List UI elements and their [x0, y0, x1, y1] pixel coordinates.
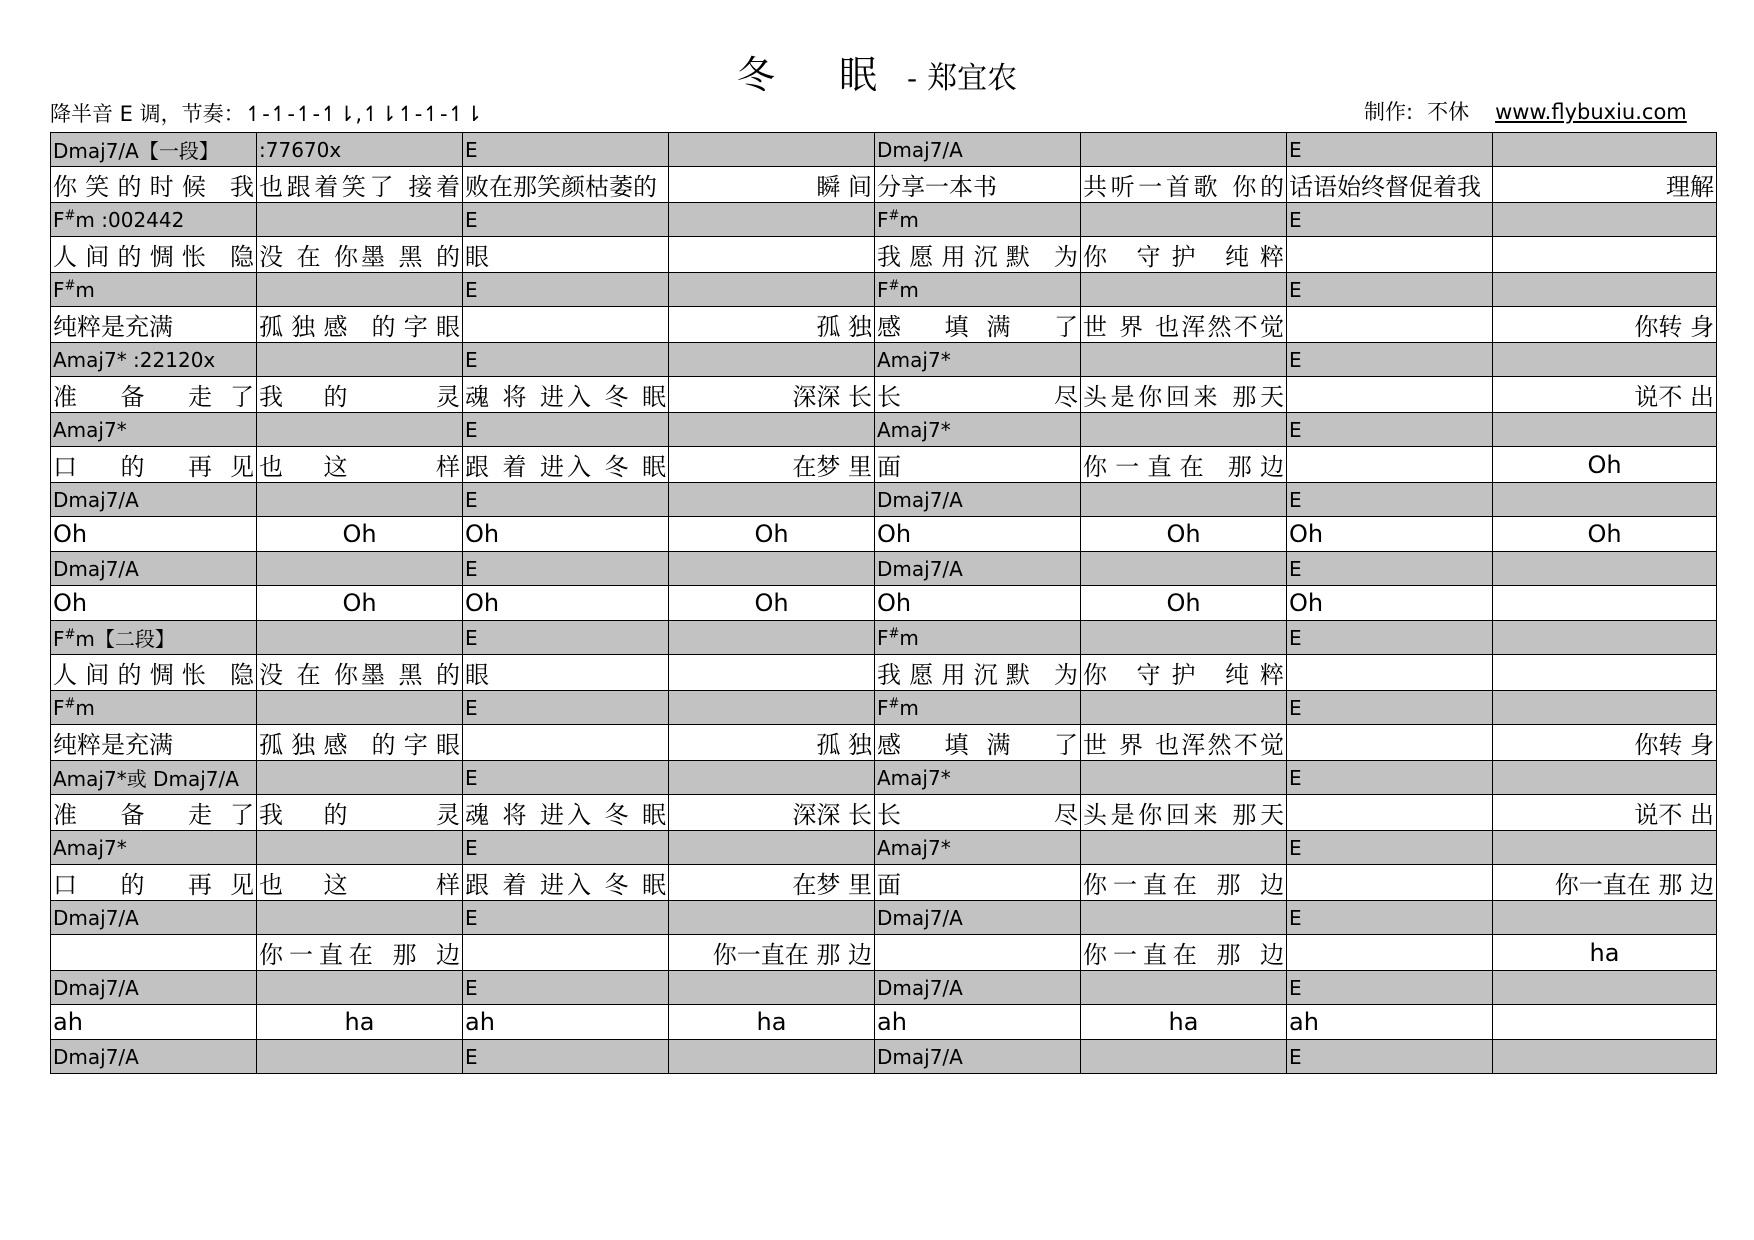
- lyric-cell: 共听一首歌 你的: [1081, 167, 1287, 203]
- chord-cell: [1493, 901, 1717, 935]
- chord-cell: [1493, 413, 1717, 447]
- chord-cell: Amaj7*: [875, 831, 1081, 865]
- lyric-row: [51, 1005, 1717, 1040]
- lyric-cell: 纯粹是充满: [51, 307, 257, 343]
- lyric-cell: 孤独感 的字眼: [257, 725, 463, 761]
- lyric-cell: 孤 独: [669, 307, 875, 343]
- lyric-cell: [1287, 655, 1493, 691]
- chord-row: [51, 1040, 1717, 1074]
- chord-row: [51, 761, 1717, 795]
- lyric-cell: 准 备 走了: [51, 795, 257, 831]
- lyric-cell: [669, 237, 875, 273]
- lyric-row: [51, 725, 1717, 761]
- lyric-cell: 没 在 你墨 黑 的: [257, 237, 463, 273]
- chord-cell: Amaj7*: [875, 413, 1081, 447]
- lyric-cell: 感 填满 了: [875, 307, 1081, 343]
- lyric-cell: 话语始终督促着我: [1287, 167, 1493, 203]
- chord-cell: E: [463, 203, 669, 237]
- lyric-cell: 头是你回来 那天: [1081, 795, 1287, 831]
- credit-label: 制作:: [1364, 100, 1414, 124]
- lyric-cell: [1493, 237, 1717, 273]
- title-separator: -: [906, 62, 918, 95]
- chord-cell: E: [463, 761, 669, 795]
- song-title-line: [0, 44, 1754, 99]
- chord-cell: E: [1287, 552, 1493, 586]
- lyric-cell: Oh: [1493, 447, 1717, 483]
- chord-cell: [257, 203, 463, 237]
- chord-cell: Dmaj7/A: [51, 901, 257, 935]
- lyric-cell: Oh: [51, 517, 257, 552]
- chord-cell: [1493, 552, 1717, 586]
- lyric-cell: 人间的惆怅 隐: [51, 655, 257, 691]
- lyric-cell: 也这 样: [257, 447, 463, 483]
- chord-cell: Dmaj7/A: [875, 971, 1081, 1005]
- lyric-cell: 说不 出: [1493, 377, 1717, 413]
- lyric-cell: ah: [1287, 1005, 1493, 1040]
- lyric-cell: ah: [875, 1005, 1081, 1040]
- lyric-cell: 也跟着笑了 接着: [257, 167, 463, 203]
- lyric-cell: 长 尽: [875, 377, 1081, 413]
- chord-cell: [669, 621, 875, 655]
- chord-row: [51, 971, 1717, 1005]
- lyric-row: [51, 447, 1717, 483]
- chord-cell: E: [1287, 413, 1493, 447]
- lyric-cell: [463, 307, 669, 343]
- lyric-cell: 你一直在 那 边: [1081, 935, 1287, 971]
- lyric-cell: Oh: [669, 586, 875, 621]
- lyric-cell: Oh: [1081, 586, 1287, 621]
- chord-cell: [1081, 273, 1287, 307]
- website-link[interactable]: www.flybuxiu.com: [1495, 100, 1687, 124]
- chord-cell: E: [463, 343, 669, 377]
- chord-cell: [669, 552, 875, 586]
- lyric-cell: 魂 将 进入 冬 眠: [463, 795, 669, 831]
- chord-row: [51, 621, 1717, 655]
- lyric-cell: [463, 725, 669, 761]
- lyric-cell: Oh: [257, 517, 463, 552]
- lyric-cell: 我的 灵: [257, 377, 463, 413]
- chord-cell: [1493, 831, 1717, 865]
- chord-cell: [1493, 621, 1717, 655]
- song-title: 冬 眠: [736, 53, 903, 97]
- lyric-cell: Oh: [669, 517, 875, 552]
- lyric-cell: Oh: [463, 586, 669, 621]
- credits: [1364, 96, 1687, 126]
- chord-cell: [1081, 621, 1287, 655]
- chord-sheet-table: [50, 132, 1717, 1074]
- lyric-cell: 感 填满 了: [875, 725, 1081, 761]
- lyric-cell: 口 的 再见: [51, 865, 257, 901]
- chord-cell: F#m :002442: [51, 203, 257, 237]
- lyric-cell: ha: [257, 1005, 463, 1040]
- chord-cell: [1081, 1040, 1287, 1074]
- lyric-cell: Oh: [51, 586, 257, 621]
- chord-row: [51, 831, 1717, 865]
- lyric-cell: Oh: [875, 517, 1081, 552]
- chord-cell: Amaj7*: [51, 831, 257, 865]
- lyric-row: [51, 517, 1717, 552]
- chord-cell: E: [1287, 1040, 1493, 1074]
- chord-cell: Amaj7*: [875, 343, 1081, 377]
- chord-cell: [1493, 203, 1717, 237]
- lyric-cell: 我的 灵: [257, 795, 463, 831]
- chord-cell: [1493, 1040, 1717, 1074]
- chord-cell: Amaj7*或 Dmaj7/A: [51, 761, 257, 795]
- lyric-cell: 面: [875, 447, 1081, 483]
- lyric-cell: 头是你回来 那天: [1081, 377, 1287, 413]
- chord-cell: Dmaj7/A: [875, 483, 1081, 517]
- chord-cell: E: [463, 273, 669, 307]
- lyric-cell: 你一直在 那 边: [1081, 865, 1287, 901]
- chord-cell: [669, 761, 875, 795]
- lyric-cell: 眼: [463, 655, 669, 691]
- chord-cell: [669, 343, 875, 377]
- chord-cell: :77670x: [257, 133, 463, 167]
- chord-cell: [1081, 552, 1287, 586]
- chord-cell: F#m: [875, 691, 1081, 725]
- chord-cell: [257, 971, 463, 1005]
- chord-cell: [1493, 273, 1717, 307]
- chord-cell: [1493, 483, 1717, 517]
- chord-cell: [1081, 343, 1287, 377]
- lyric-cell: Oh: [1287, 586, 1493, 621]
- chord-cell: [257, 273, 463, 307]
- chord-cell: F#m: [51, 273, 257, 307]
- chord-cell: [669, 831, 875, 865]
- lyric-row: [51, 237, 1717, 273]
- lyric-cell: 也这 样: [257, 865, 463, 901]
- chord-cell: [1081, 831, 1287, 865]
- chord-row: [51, 552, 1717, 586]
- lyric-cell: [1287, 447, 1493, 483]
- lyric-cell: [1493, 1005, 1717, 1040]
- lyric-cell: 分享一本书: [875, 167, 1081, 203]
- chord-cell: E: [463, 621, 669, 655]
- chord-cell: E: [463, 901, 669, 935]
- lyric-cell: [463, 935, 669, 971]
- lyric-cell: ah: [51, 1005, 257, 1040]
- lyric-cell: 你一直在 那边: [1081, 447, 1287, 483]
- lyric-cell: ha: [1081, 1005, 1287, 1040]
- key-rhythm-info: 降半音 E 调，节奏：↿-↿-↿-↿⇂,↿⇂↿-↿-↿⇂: [50, 102, 483, 126]
- chord-cell: [1493, 691, 1717, 725]
- lyric-cell: 你一直在 那 边: [669, 935, 875, 971]
- chord-row: [51, 483, 1717, 517]
- lyric-cell: [1287, 725, 1493, 761]
- chord-row: [51, 203, 1717, 237]
- chord-cell: Dmaj7/A【一段】: [51, 133, 257, 167]
- artist-name: 郑宜农: [927, 61, 1018, 96]
- lyric-cell: ha: [1493, 935, 1717, 971]
- lyric-cell: 世 界 也浑然不觉: [1081, 725, 1287, 761]
- chord-cell: [1081, 203, 1287, 237]
- chord-cell: [669, 273, 875, 307]
- chord-cell: [257, 552, 463, 586]
- chord-row: [51, 133, 1717, 167]
- chord-cell: [257, 761, 463, 795]
- chord-cell: E: [1287, 273, 1493, 307]
- chord-cell: [669, 971, 875, 1005]
- chord-cell: [257, 691, 463, 725]
- lyric-cell: [1287, 935, 1493, 971]
- chord-cell: Dmaj7/A: [51, 552, 257, 586]
- lyric-cell: Oh: [1081, 517, 1287, 552]
- chord-cell: E: [463, 133, 669, 167]
- chord-cell: Dmaj7/A: [875, 1040, 1081, 1074]
- chord-cell: Amaj7*: [51, 413, 257, 447]
- chord-cell: [1493, 133, 1717, 167]
- chord-cell: E: [1287, 831, 1493, 865]
- chord-cell: [669, 413, 875, 447]
- chord-cell: [257, 901, 463, 935]
- lyric-cell: [1287, 307, 1493, 343]
- lyric-cell: ah: [463, 1005, 669, 1040]
- chord-cell: [1081, 483, 1287, 517]
- chord-cell: Amaj7* :22120x: [51, 343, 257, 377]
- lyric-cell: 准 备 走了: [51, 377, 257, 413]
- lyric-cell: 瞬 间: [669, 167, 875, 203]
- lyric-cell: 口 的 再见: [51, 447, 257, 483]
- lyric-cell: 没 在 你墨 黑 的: [257, 655, 463, 691]
- lyric-cell: Oh: [875, 586, 1081, 621]
- lyric-cell: 深深 长: [669, 377, 875, 413]
- lyric-row: [51, 167, 1717, 203]
- chord-cell: [257, 483, 463, 517]
- lyric-cell: 你 守护 纯粹: [1081, 655, 1287, 691]
- lyric-cell: [1493, 586, 1717, 621]
- lyric-row: [51, 377, 1717, 413]
- lyric-cell: 你转 身: [1493, 725, 1717, 761]
- lyric-row: [51, 586, 1717, 621]
- chord-cell: Dmaj7/A: [875, 901, 1081, 935]
- lyric-cell: [1287, 237, 1493, 273]
- chord-cell: [1081, 691, 1287, 725]
- lyric-cell: [875, 935, 1081, 971]
- chord-cell: Dmaj7/A: [51, 971, 257, 1005]
- lyric-row: [51, 865, 1717, 901]
- lyric-cell: 面: [875, 865, 1081, 901]
- lyric-cell: 长 尽: [875, 795, 1081, 831]
- lyric-cell: [669, 655, 875, 691]
- chord-cell: E: [1287, 901, 1493, 935]
- lyric-cell: 你 守护 纯粹: [1081, 237, 1287, 273]
- chord-cell: E: [1287, 971, 1493, 1005]
- lyric-cell: 在梦 里: [669, 447, 875, 483]
- lyric-cell: 在梦 里: [669, 865, 875, 901]
- chord-cell: E: [1287, 133, 1493, 167]
- lyric-cell: 你一直在 那 边: [257, 935, 463, 971]
- lyric-cell: Oh: [1287, 517, 1493, 552]
- chord-cell: Dmaj7/A: [51, 1040, 257, 1074]
- chord-cell: [669, 1040, 875, 1074]
- chord-cell: E: [463, 552, 669, 586]
- chord-cell: [257, 413, 463, 447]
- chord-cell: [669, 901, 875, 935]
- lyric-cell: 你笑的时候 我: [51, 167, 257, 203]
- chord-cell: E: [1287, 483, 1493, 517]
- lyric-cell: 孤 独: [669, 725, 875, 761]
- lyric-cell: 世 界 也浑然不觉: [1081, 307, 1287, 343]
- chord-cell: [669, 133, 875, 167]
- chord-cell: [1493, 971, 1717, 1005]
- lyric-cell: [1287, 377, 1493, 413]
- chord-row: [51, 691, 1717, 725]
- chord-cell: [669, 691, 875, 725]
- chord-cell: E: [1287, 691, 1493, 725]
- chord-cell: E: [463, 413, 669, 447]
- lyric-cell: 眼: [463, 237, 669, 273]
- chord-cell: [1081, 971, 1287, 1005]
- lyric-cell: 你一直在 那 边: [1493, 865, 1717, 901]
- lyric-cell: 我愿用沉默 为: [875, 237, 1081, 273]
- chord-cell: [257, 343, 463, 377]
- credit-name: 不休: [1427, 100, 1470, 124]
- lyric-cell: [1287, 865, 1493, 901]
- chord-cell: [1081, 901, 1287, 935]
- lyric-cell: [1493, 655, 1717, 691]
- chord-cell: [1493, 761, 1717, 795]
- lyric-cell: 我愿用沉默 为: [875, 655, 1081, 691]
- chord-row: [51, 273, 1717, 307]
- chord-cell: [1081, 133, 1287, 167]
- chord-cell: [1493, 343, 1717, 377]
- lyric-cell: 孤独感 的字眼: [257, 307, 463, 343]
- lyric-cell: 你转 身: [1493, 307, 1717, 343]
- lyric-cell: 人间的惆怅 隐: [51, 237, 257, 273]
- chord-cell: F#m: [875, 273, 1081, 307]
- chord-cell: E: [463, 971, 669, 1005]
- lyric-cell: 纯粹是充满: [51, 725, 257, 761]
- chord-cell: F#m【二段】: [51, 621, 257, 655]
- chord-cell: F#m: [875, 203, 1081, 237]
- chord-row: [51, 901, 1717, 935]
- chord-cell: E: [463, 1040, 669, 1074]
- chord-cell: E: [463, 691, 669, 725]
- lyric-cell: Oh: [463, 517, 669, 552]
- lyric-row: [51, 655, 1717, 691]
- chord-cell: [257, 621, 463, 655]
- lyric-cell: 深深 长: [669, 795, 875, 831]
- chord-cell: E: [1287, 203, 1493, 237]
- chord-cell: Amaj7*: [875, 761, 1081, 795]
- lyric-cell: Oh: [257, 586, 463, 621]
- lyric-cell: 败在那笑颜枯萎的: [463, 167, 669, 203]
- chord-row: [51, 343, 1717, 377]
- chord-cell: [669, 203, 875, 237]
- chord-cell: Dmaj7/A: [875, 552, 1081, 586]
- chord-cell: E: [1287, 621, 1493, 655]
- lyric-cell: 说不 出: [1493, 795, 1717, 831]
- chord-cell: Dmaj7/A: [51, 483, 257, 517]
- lyric-row: [51, 935, 1717, 971]
- lyric-cell: 魂 将 进入 冬 眠: [463, 377, 669, 413]
- lyric-cell: 跟 着 进入 冬 眠: [463, 865, 669, 901]
- chord-cell: [669, 483, 875, 517]
- lyric-cell: 理解: [1493, 167, 1717, 203]
- lyric-cell: [51, 935, 257, 971]
- lyric-cell: ha: [669, 1005, 875, 1040]
- chord-cell: E: [1287, 761, 1493, 795]
- chord-cell: F#m: [875, 621, 1081, 655]
- chord-row: [51, 413, 1717, 447]
- chord-cell: E: [463, 483, 669, 517]
- chord-cell: F#m: [51, 691, 257, 725]
- chord-cell: E: [1287, 343, 1493, 377]
- chord-cell: [1081, 413, 1287, 447]
- lyric-cell: [1287, 795, 1493, 831]
- chord-cell: [257, 831, 463, 865]
- chord-cell: E: [463, 831, 669, 865]
- chord-cell: [257, 1040, 463, 1074]
- chord-cell: Dmaj7/A: [875, 133, 1081, 167]
- chord-cell: [1081, 761, 1287, 795]
- lyric-cell: 跟 着 进入 冬 眠: [463, 447, 669, 483]
- lyric-row: [51, 307, 1717, 343]
- lyric-row: [51, 795, 1717, 831]
- lyric-cell: Oh: [1493, 517, 1717, 552]
